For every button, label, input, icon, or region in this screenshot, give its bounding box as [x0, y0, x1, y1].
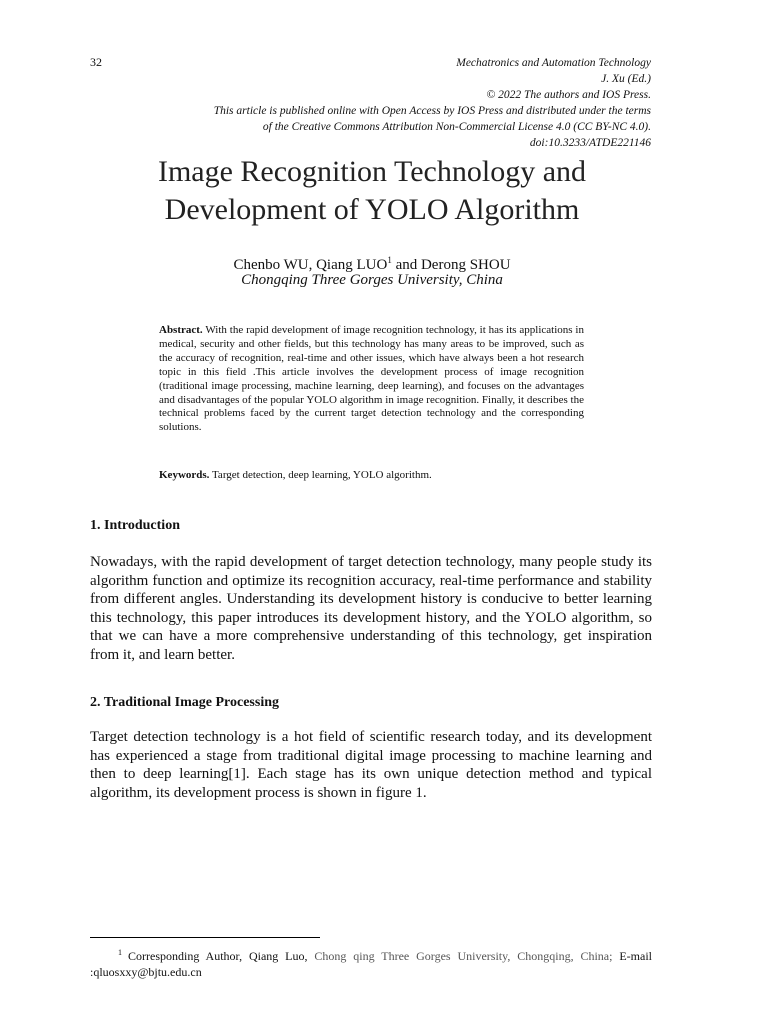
doi-link[interactable]: doi:10.3233/ATDE221146 — [529, 137, 651, 149]
abstract — [159, 324, 584, 435]
running-head-line: of the Creative Commons Attribution Non-Commercial License 4.0 (CC BY-NC 4.0). — [262, 121, 651, 133]
running-head-line: This article is published online with Open Access by IOS Press and distributed under the terms — [213, 105, 651, 117]
footnote-number: 1 — [118, 948, 122, 957]
running-head-line: J. Xu (Ed.) — [601, 73, 651, 85]
author-names-rest: and Derong SHOU — [391, 257, 511, 273]
section-paragraph: Target detection technology is a hot field of scientific research today, and its development has experienced a stage from traditional digital image processing to machine learning and then to deep learning[1]. Each stage has its own unique detection method and typical algorithm, its development process is shown in figure 1. — [90, 729, 652, 801]
keywords-label: Keywords. — [159, 469, 210, 481]
footnote-text: Corresponding Author, Qiang Luo, — [128, 949, 315, 963]
section-heading: 2. Traditional Image Processing — [90, 695, 279, 710]
footnote — [90, 945, 652, 980]
keywords — [159, 468, 584, 482]
affiliation: Chongqing Three Gorges University, China — [241, 272, 503, 288]
section-paragraph: Nowadays, with the rapid development of target detection technology, many people study its algorithm function and optimize its recognition accuracy, real-time performance and stability from different angles. Understanding its development history is conducive to better learning this technology, this paper introduces its development history, and the YOLO algorithm, so that we can have a more comprehensive understanding of this technology, get inspiration from it, and learn better. — [90, 554, 652, 663]
running-head-line: Mechatronics and Automation Technology — [456, 57, 651, 69]
author-names: Chenbo WU, Qiang LUO — [233, 257, 388, 273]
paper-title-line: Development of YOLO Algorithm — [164, 193, 580, 226]
footnote-email: E-mail :qluosxxy@bjtu.edu.cn — [90, 949, 653, 979]
section-heading: 1. Introduction — [90, 518, 180, 533]
running-head-line: © 2022 The authors and IOS Press. — [486, 89, 651, 101]
page-number: 32 — [90, 55, 102, 69]
footnote-mark[interactable]: 1 — [387, 255, 392, 265]
running-head — [131, 55, 651, 151]
abstract-label: Abstract. — [159, 324, 203, 336]
paper-title-line: Image Recognition Technology and — [157, 155, 587, 188]
abstract-text: With the rapid development of image recognition technology, it has its applications in medical, security and other fields, but this technology has many areas to be improved, such as the accuracy of recognition, real-time and other issues, which have always been a hot research topic in this field .This article involves the development process of image recognition (traditional image processing, machine learning, deep learning), and focuses on the advantages and disadvantages of the popular YOLO algorithm in image recognition. Finally, it describes the technical problems faced by the current target detection technology and the corresponding solutions. — [159, 324, 584, 434]
footnote-divider — [90, 937, 320, 938]
paper-title — [90, 153, 654, 229]
keywords-text: Target detection, deep learning, YOLO algorithm. — [211, 469, 432, 481]
footnote-affiliation: Chong qing Three Gorges University, Chongqing, China; — [314, 949, 613, 963]
